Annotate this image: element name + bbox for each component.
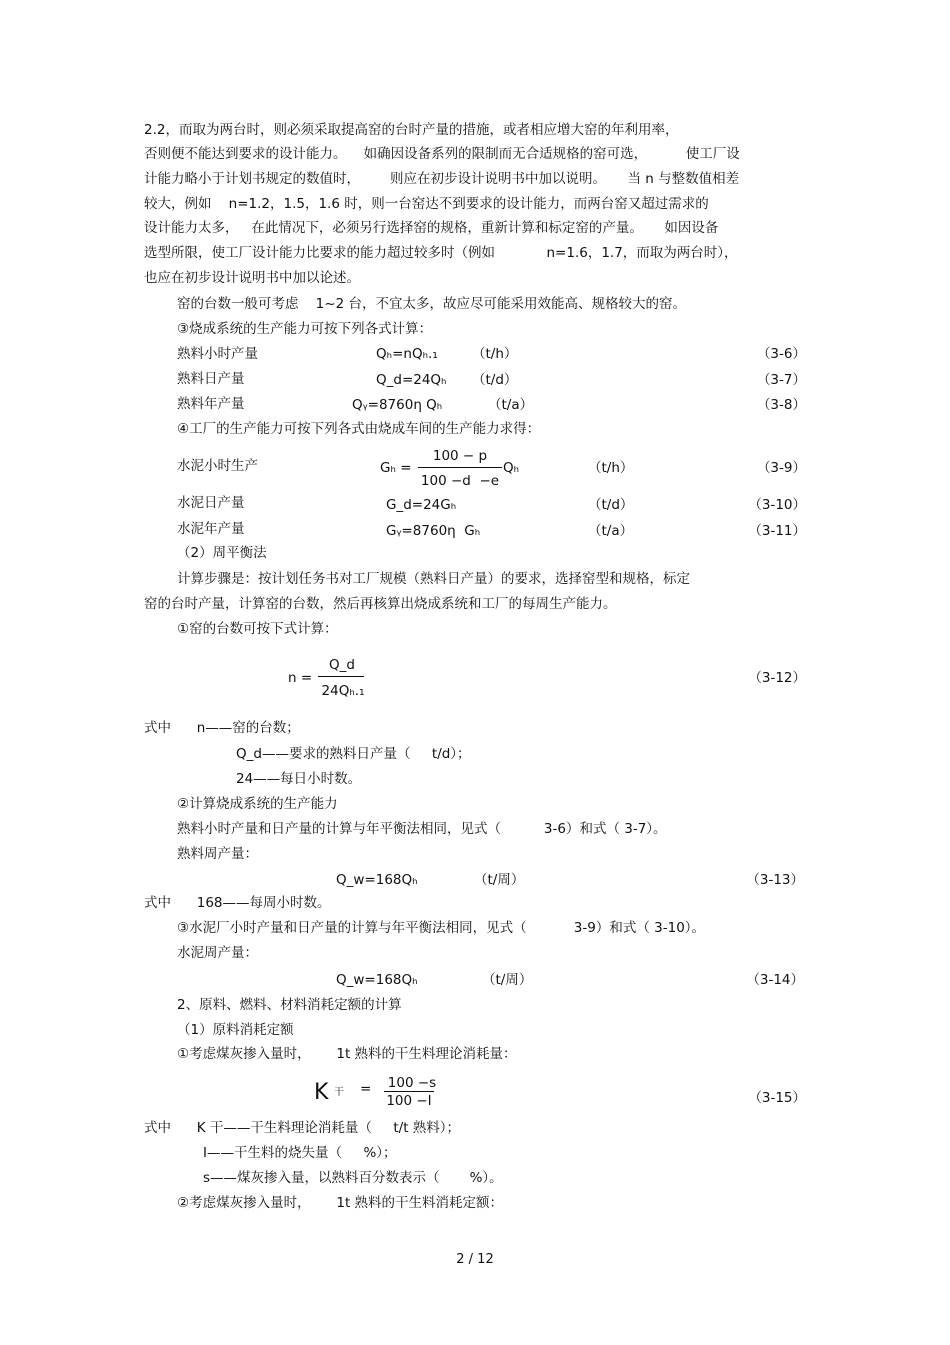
- equation-number: （3-7）: [756, 372, 806, 388]
- fraction-numerator: 100 −s: [387, 1075, 437, 1091]
- formula-subscript: 干: [334, 1087, 344, 1098]
- equation-number: （3-10）: [748, 497, 806, 513]
- paragraph-line: ③水泥厂小时产量和日产量的计算与年平衡法相同，见式（ 3-9）和式（ 3-10）。: [177, 920, 706, 936]
- formula-unit: （t/周）: [474, 872, 525, 888]
- page-number: 2 / 12: [456, 1252, 494, 1267]
- paragraph-line: ①考虑煤灰掺入量时， 1t 熟料的干生料理论消耗量：: [177, 1046, 517, 1062]
- formula-expression: Qₕ=nQₕ.₁: [376, 346, 438, 362]
- formula-label: 水泥日产量: [177, 495, 245, 511]
- paragraph-line: 2.2，而取为两台时，则必须采取提高窑的台时产量的措施，或者相应增大窑的年利用率，: [144, 122, 679, 138]
- where-clause: 式中 K 干——干生料理论消耗量（ t/t 熟料）；: [144, 1120, 461, 1136]
- section-title: （1）原料消耗定额: [177, 1022, 294, 1038]
- fraction-denominator: 24Qₕ.₁: [321, 683, 365, 699]
- equation-number: （3-12）: [748, 670, 806, 686]
- where-clause: 24——每日小时数。: [236, 771, 362, 787]
- paragraph-line: 较大，例如 n=1.2，1.5，1.6 时，则一台窑达不到要求的设计能力，而两台窑又超过需求的: [144, 196, 709, 212]
- where-clause: s——煤灰掺入量，以熟料百分数表示（ %）。: [203, 1170, 503, 1186]
- factory-capacity-intro: ④工厂的生产能力可按下列各式由烧成车间的生产能力求得：: [177, 421, 541, 437]
- formula-label: 熟料小时产量: [177, 346, 258, 362]
- paragraph-line: 水泥周产量：: [177, 945, 258, 961]
- formula-label: 熟料日产量: [177, 371, 245, 387]
- formula-label: 水泥年产量: [177, 521, 245, 537]
- formula-expression: Qᵧ=8760η Qₕ: [352, 397, 443, 413]
- kiln-count-note: 窑的台数一般可考虑 1~2 台，不宜太多，故应尽可能采用效能高、规格较大的窑。: [177, 296, 686, 312]
- where-clause: Q_d——要求的熟料日产量（ t/d）；: [236, 746, 471, 762]
- equation-number: （3-9）: [756, 460, 806, 476]
- equation-number: （3-13）: [746, 872, 804, 888]
- formula-rhs: Qₕ: [503, 460, 520, 476]
- section-title: 2、原料、燃料、材料消耗定额的计算: [177, 997, 402, 1013]
- paragraph-line: ①窑的台数可按下式计算：: [177, 621, 338, 637]
- formula-expression: Gᵧ=8760η Gₕ: [386, 523, 481, 539]
- paragraph-line: 计算步骤是：按计划任务书对工厂规模（熟料日产量）的要求，选择窑型和规格，标定: [177, 571, 690, 587]
- paragraph-line: 熟料小时产量和日产量的计算与年平衡法相同，见式（ 3-6）和式（ 3-7）。: [177, 821, 667, 837]
- equation-number: （3-8）: [756, 397, 806, 413]
- fraction-denominator: 100 −d −e: [420, 473, 500, 489]
- formula-equals: =: [360, 1081, 372, 1097]
- paragraph-line: 熟料周产量：: [177, 846, 258, 862]
- section-title: ②计算烧成系统的生产能力: [177, 796, 338, 812]
- paragraph-line: ②考虑煤灰掺入量时， 1t 熟料的干生料消耗定额：: [177, 1195, 504, 1211]
- formula-expression: Q_d=24Qₕ: [376, 372, 447, 388]
- fraction-numerator: Q_d: [329, 657, 355, 673]
- formula-label: 熟料年产量: [177, 396, 245, 412]
- formula-label: 水泥小时生产: [177, 458, 258, 474]
- formula-unit: （t/d）: [588, 497, 634, 513]
- formula-lhs: Gₕ =: [380, 460, 412, 476]
- formula-unit: （t/a）: [588, 523, 634, 539]
- fraction-bar: [418, 467, 502, 468]
- where-clause: I——干生料的烧失量（ %）；: [203, 1145, 397, 1161]
- equation-number: （3-6）: [756, 346, 806, 362]
- where-clause: 式中 168——每周小时数。: [144, 895, 331, 911]
- paragraph-line: 窑的台时产量，计算窑的台数，然后再核算出烧成系统和工厂的每周生产能力。: [144, 596, 617, 612]
- formula-expression: Q_w=168Qₕ: [336, 872, 418, 888]
- where-clause: 式中 n——窑的台数；: [144, 720, 300, 736]
- formula-unit: （t/h）: [472, 346, 518, 362]
- paragraph-line: 设计能力太多， 在此情况下，必须另行选择窑的规格，重新计算和标定窑的产量。 如因设备: [144, 220, 719, 236]
- formula-expression: G_d=24Gₕ: [386, 497, 457, 513]
- formula-unit: （t/周）: [482, 972, 533, 988]
- formula-expression: Q_w=168Qₕ: [336, 972, 418, 988]
- formula-unit: （t/h）: [588, 460, 634, 476]
- paragraph-line: 计能力略小于计划书规定的数值时， 则应在初步设计说明书中加以说明。 当 n 与整数值相差: [144, 171, 740, 187]
- paragraph-line: 选型所限，使工厂设计能力比要求的能力超过较多时（例如 n=1.6，1.7，而取为两台时），: [144, 245, 738, 261]
- equation-number: （3-14）: [746, 972, 804, 988]
- equation-number: （3-15）: [748, 1090, 806, 1106]
- fraction-denominator: 100 −I: [386, 1093, 432, 1109]
- formula-lhs: n =: [288, 670, 313, 686]
- formula-lhs: K: [314, 1080, 329, 1105]
- sintering-capacity-intro: ③烧成系统的生产能力可按下列各式计算：: [177, 321, 433, 337]
- paragraph-line: 否则便不能达到要求的设计能力。 如确因设备系列的限制而无合适规格的窑可选， 使工厂设: [144, 146, 740, 162]
- formula-unit: （t/d）: [472, 372, 518, 388]
- formula-unit: （t/a）: [488, 397, 534, 413]
- paragraph-line: 也应在初步设计说明书中加以论述。: [144, 270, 360, 286]
- section-title: （2）周平衡法: [177, 545, 267, 561]
- equation-number: （3-11）: [748, 523, 806, 539]
- fraction-bar: [318, 676, 364, 677]
- fraction-numerator: 100 − p: [432, 448, 488, 464]
